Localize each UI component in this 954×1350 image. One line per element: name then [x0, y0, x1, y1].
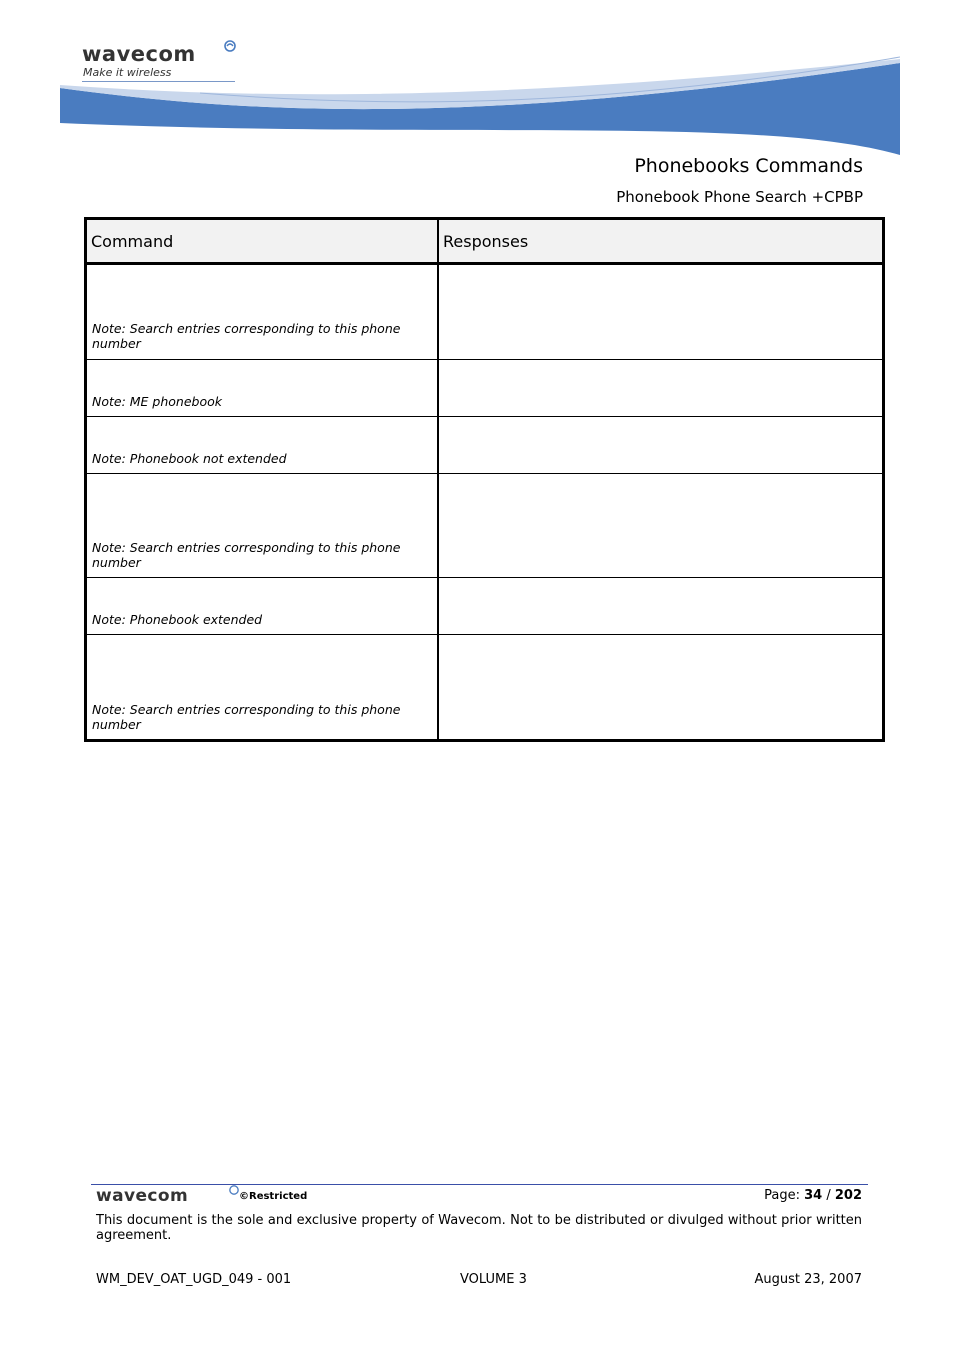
volume-label: VOLUME 3: [460, 1272, 527, 1287]
table-row: [87, 577, 882, 635]
header-responses: Responses: [443, 232, 529, 251]
page-number: [764, 1188, 862, 1203]
command-note: Note: Phonebook not extended: [92, 451, 287, 466]
logo-wordmark: wavecom: [82, 42, 196, 66]
command-note: Note: Search entries corresponding to this phone number: [92, 321, 401, 351]
chapter-title: Phonebooks Commands: [634, 155, 863, 177]
section-title: Phonebook Phone Search +CPBP: [616, 188, 863, 206]
logo-swirl-icon: [224, 40, 236, 52]
document-date: August 23, 2007: [754, 1272, 862, 1287]
command-table: [84, 217, 885, 742]
table-row: [87, 473, 882, 578]
footer-rule: [91, 1184, 868, 1185]
column-divider: [437, 220, 439, 739]
restricted-label: ©Restricted: [239, 1191, 308, 1202]
table-header: [87, 220, 882, 265]
command-note: Note: ME phonebook: [92, 394, 223, 409]
header-command: Command: [91, 232, 174, 251]
command-note: Note: Phonebook extended: [92, 612, 263, 627]
table-row: [87, 359, 882, 417]
table-row: [87, 416, 882, 474]
document-reference: WM_DEV_OAT_UGD_049 - 001: [96, 1272, 292, 1287]
command-note: Note: Search entries corresponding to this phone number: [92, 540, 401, 570]
legal-notice: This document is the sole and exclusive property of Wavecom. Not to be distributed or divulged without prior written agreement.: [96, 1213, 862, 1243]
page-label: Page:: [764, 1188, 800, 1203]
footer-logo-swirl-icon: [229, 1185, 239, 1195]
header-swoosh-graphic: [60, 55, 900, 155]
page-total: 202: [834, 1188, 862, 1203]
table-row: [87, 265, 882, 359]
footer-logo: wavecom: [96, 1186, 189, 1206]
page-current: 34: [804, 1188, 823, 1203]
table-row: [87, 634, 882, 740]
logo-tagline: Make it wireless: [83, 66, 172, 79]
page-separator: /: [826, 1188, 831, 1203]
command-note: Note: Search entries corresponding to this phone number: [92, 702, 401, 732]
